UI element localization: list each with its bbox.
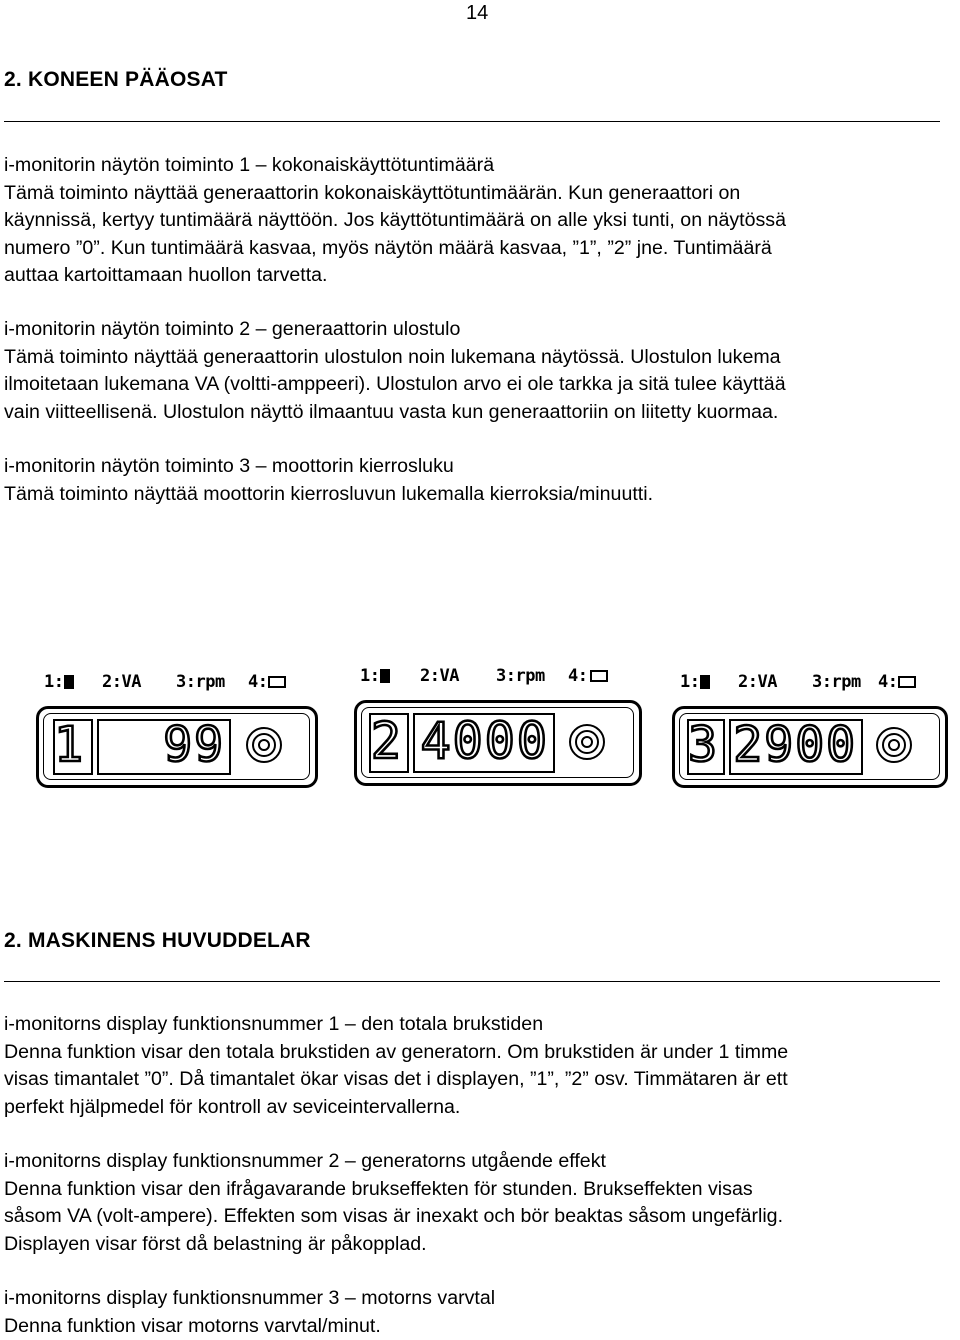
- text-line: numero ”0”. Kun tuntimäärä kasvaa, myös näytön määrä kasvaa, ”1”, ”2” jne. Tuntimäärä: [4, 235, 958, 263]
- paragraph-sv-function-2: [4, 1148, 958, 1258]
- label-3: 3:rpm: [176, 672, 225, 692]
- monitor-labels: [36, 672, 318, 696]
- paragraph-fi-function-3: [4, 453, 958, 508]
- label-1: 1:: [44, 672, 63, 692]
- paragraph-fi-function-2: [4, 316, 958, 426]
- page-number: 14: [466, 2, 488, 25]
- text-line: Tämä toiminto näyttää generaattorin ulostulon noin lukemana näytössä. Ulostulon lukema: [4, 344, 958, 372]
- label-4: 4:: [878, 672, 897, 692]
- monitor-display-3: [672, 672, 954, 784]
- section-heading-fi: 2. KONEEN PÄÄOSAT: [4, 68, 228, 92]
- text-line: perfekt hjälpmedel för kontroll av seviceintervallerna.: [4, 1094, 958, 1122]
- text-line: auttaa kartoittamaan huollon tarvetta.: [4, 262, 958, 290]
- hour-icon: [700, 675, 710, 689]
- text-line: Denna funktion visar motorns varvtal/minut.: [4, 1313, 958, 1340]
- paragraph-sv-function-3: [4, 1285, 958, 1340]
- heading-rule-fi: [4, 121, 940, 122]
- mode-digit: 3: [688, 717, 719, 773]
- text-line: ilmoitetaan lukemana VA (voltti-amppeeri). Ulostulon arvo ei ole tarkka ja sitä tulee käyttää: [4, 371, 958, 399]
- paragraph-sv-function-1: [4, 1011, 958, 1121]
- text-line: Denna funktion visar den totala brukstiden av generatorn. Om brukstiden är under 1 timme: [4, 1039, 958, 1067]
- value-digits: 4000: [421, 712, 549, 770]
- battery-icon: [268, 676, 286, 688]
- heading-rule-sv: [4, 981, 940, 982]
- text-line: Tämä toiminto näyttää moottorin kierrosluvun lukemalla kierroksia/minuutti.: [4, 481, 958, 509]
- text-line: vain viitteellisenä. Ulostulon näyttö ilmaantuu vasta kun generaattoriin on liitetty kuormaa.: [4, 399, 958, 427]
- hour-icon: [64, 675, 74, 689]
- label-4: 4:: [568, 666, 587, 686]
- monitor-labels: [354, 666, 644, 690]
- mode-digit: 2: [371, 712, 403, 770]
- label-4: 4:: [248, 672, 267, 692]
- section-heading-sv: 2. MASKINENS HUVUDDELAR: [4, 929, 311, 953]
- label-3: 3:rpm: [496, 666, 545, 686]
- mode-digit: 1: [54, 717, 85, 773]
- text-line: i-monitorin näytön toiminto 2 – generaattorin ulostulo: [4, 316, 958, 344]
- monitor-frame: [672, 706, 948, 788]
- paragraph-fi-function-1: [4, 152, 958, 290]
- label-2: 2:VA: [102, 672, 141, 692]
- text-line: Tämä toiminto näyttää generaattorin kokonaiskäyttötuntimäärän. Kun generaattori on: [4, 180, 958, 208]
- monitor-labels: [672, 672, 954, 696]
- text-line: såsom VA (volt-ampere). Effekten som visas är inexakt och bör beaktas såsom ungefärlig.: [4, 1203, 958, 1231]
- text-line: visas timantalet ”0”. Då timantalet ökar visas det i displayen, ”1”, ”2” osv. Timmätaren är ett: [4, 1066, 958, 1094]
- monitor-frame: [354, 700, 642, 786]
- label-2: 2:VA: [738, 672, 777, 692]
- label-1: 1:: [360, 666, 379, 686]
- text-line: i-monitorin näytön toiminto 1 – kokonaiskäyttötuntimäärä: [4, 152, 958, 180]
- text-line: käynnissä, kertyy tuntimäärä näyttöön. Jos käyttötuntimäärä on alle yksi tunti, on näytössä: [4, 207, 958, 235]
- text-line: i-monitorns display funktionsnummer 3 – motorns varvtal: [4, 1285, 958, 1313]
- text-line: Denna funktion visar den ifrågavarande brukseffekten för stunden. Brukseffekten visas: [4, 1176, 958, 1204]
- text-line: Displayen visar först då belastning är påkopplad.: [4, 1231, 958, 1259]
- label-2: 2:VA: [420, 666, 459, 686]
- monitor-display-2: [354, 666, 644, 784]
- value-display: [413, 713, 555, 773]
- knob-icon[interactable]: [871, 723, 917, 767]
- value-digits: 2900: [733, 717, 857, 773]
- knob-icon[interactable]: [241, 723, 287, 767]
- label-3: 3:rpm: [812, 672, 861, 692]
- hour-icon: [380, 669, 390, 683]
- value-digits: 99: [163, 717, 225, 773]
- battery-icon: [898, 676, 916, 688]
- text-line: i-monitorns display funktionsnummer 2 – generatorns utgående effekt: [4, 1148, 958, 1176]
- value-display: [97, 719, 231, 775]
- mode-display: [687, 719, 725, 775]
- mode-display: [53, 719, 93, 775]
- knob-icon[interactable]: [563, 719, 611, 765]
- monitor-frame: [36, 706, 318, 788]
- text-line: i-monitorin näytön toiminto 3 – moottorin kierrosluku: [4, 453, 958, 481]
- mode-display: [369, 713, 409, 773]
- monitor-display-1: [36, 672, 318, 784]
- value-display: [729, 719, 863, 775]
- text-line: i-monitorns display funktionsnummer 1 – den totala brukstiden: [4, 1011, 958, 1039]
- battery-icon: [590, 670, 608, 682]
- label-1: 1:: [680, 672, 699, 692]
